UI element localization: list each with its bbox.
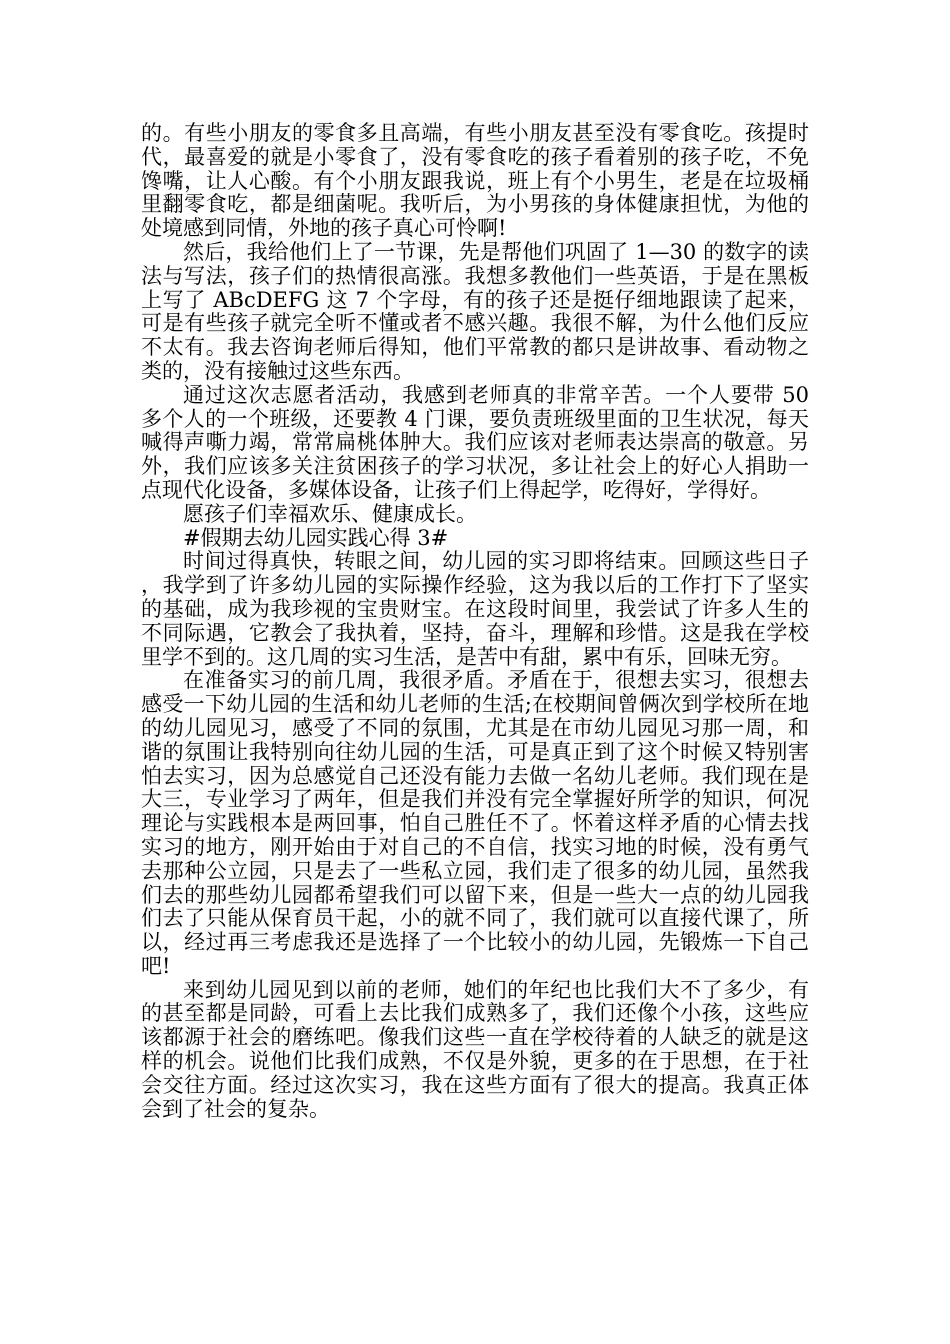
paragraph-2: 然后，我给他们上了一节课，先是帮他们巩固了 1—30 的数字的读法与写法，孩子们的热情很高涨。我想多教他们一些英语，于是在黑板上写了 ABcDEFG 这 7 个字母，有的孩子还是挺仔细地跟读了起来，可是有些孩子就完全听不懂或者不感兴趣。我很不解，为什么他们反应不太有。我去咨询老师后得知，他们平常教的都只是讲故事、看动物之类的，没有接触过这些东西。 bbox=[141, 239, 809, 383]
paragraph-4: 愿孩子们幸福欢乐、健康成长。 bbox=[183, 501, 477, 526]
paragraph-5: 时间过得真快，转眼之间，幼儿园的实习即将结束。回顾这些日子，我学到了许多幼儿园的实际操作经验，这为我以后的工作打下了坚实的基础，成为我珍视的宝贵财宝。在这段时间里，我尝试了许多人生的不同际遇，它教会了我执着，坚持，奋斗，理解和珍惜。这是我在学校里学不到的。这几周的实习生活，是苦中有甜，累中有乐，回味无穷。 bbox=[141, 549, 809, 669]
paragraph-6: 在准备实习的前几周，我很矛盾。矛盾在于，很想去实习，很想去感受一下幼儿园的生活和幼儿老师的生活;在校期间曾俩次到学校所在地的幼儿园见习，感受了不同的氛围，尤其是在市幼儿园见习那一周，和谐的氛围让我特别向往幼儿园的生活，可是真正到了这个时候又特别害怕去实习，因为总感觉自己还没有能力去做一名幼儿老师。我们现在是大三，专业学习了两年，但是我们并没有完全掌握好所学的知识，何况理论与实践根本是两回事，怕自己胜任不了。怀着这样矛盾的心情去找实习的地方，刚开始由于对自己的不自信，找实习地的时候，没有勇气去那种公立园，只是去了一些私立园，我们走了很多的幼儿园，虽然我们去的那些幼儿园都希望我们可以留下来，但是一些大一点的幼儿园我们去了只能从保育员干起，小的就不同了，我们就可以直接代课了，所以，经过再三考虑我还是选择了一个比较小的幼儿园，先锻炼一下自己吧! bbox=[141, 668, 809, 978]
section-heading: #假期去幼儿园实践心得 3# bbox=[183, 525, 449, 550]
document-body bbox=[141, 122, 809, 1121]
paragraph-7: 来到幼儿园见到以前的老师，她们的年纪也比我们大不了多少，有的甚至都是同龄，可看上去比我们成熟多了，我们还像个小孩，这些应该都源于社会的磨练吧。像我们这些一直在学校待着的人缺乏的就是这样的机会。说他们比我们成熟，不仅是外貌，更多的在于思想，在于社会交往方面。经过这次实习，我在这些方面有了很大的提高。我真正体会到了社会的复杂。 bbox=[141, 977, 809, 1121]
paragraph-3: 通过这次志愿者活动，我感到老师真的非常辛苦。一个人要带 50 多个人的一个班级，还要教 4 门课，要负责班级里面的卫生状况，每天喊得声嘶力竭，常常扁桃体肿大。我们应该对老师表达崇高的敬意。另外，我们应该多关注贫困孩子的学习状况，多让社会上的好心人捐助一点现代化设备，多媒体设备，让孩子们上得起学，吃得好，学得好。 bbox=[141, 382, 809, 502]
paragraph-1: 的。有些小朋友的零食多且高端，有些小朋友甚至没有零食吃。孩提时代，最喜爱的就是小零食了，没有零食吃的孩子看着别的孩子吃，不免馋嘴，让人心酸。有个小朋友跟我说，班上有个小男生，老是在垃圾桶里翻零食吃，都是细菌呢。我听后，为小男孩的身体健康担忧，为他的处境感到同情，外地的孩子真心可怜啊! bbox=[141, 121, 809, 241]
